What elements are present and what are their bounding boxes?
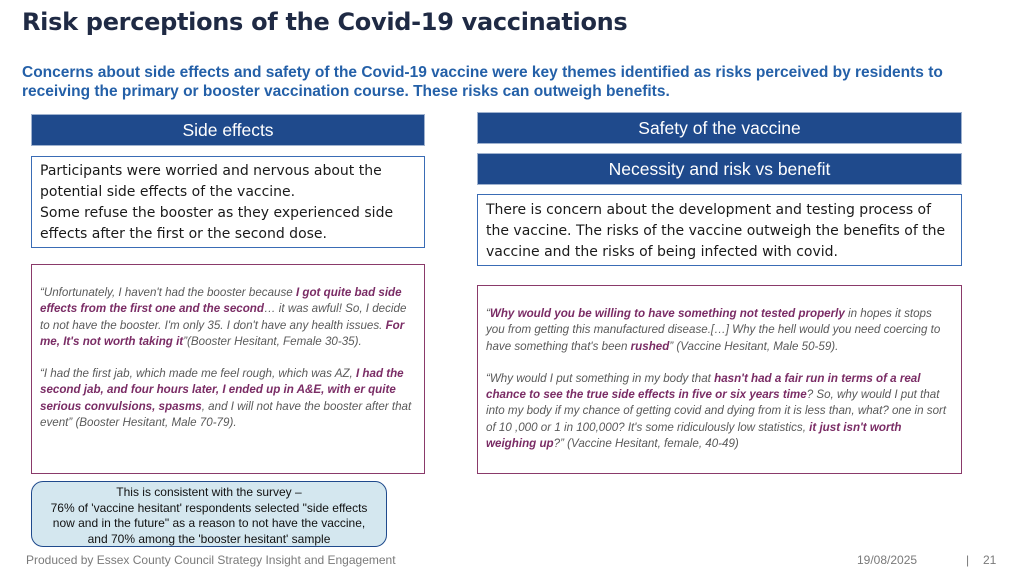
necessity-header: Necessity and risk vs benefit	[477, 153, 962, 185]
side-effects-summary	[31, 156, 425, 248]
quote-text: ”(Booster Hesitant, Female 30-35).	[183, 334, 362, 348]
quote-left-1	[40, 285, 416, 350]
quote-emphasis: I had the second jab, and four hours later, I ended up in A&E, with er quite serious convulsions, spasms	[40, 367, 404, 413]
quote-text: , and I will not have the booster after that event” (Booster Hesitant, Male 70-79).	[40, 399, 412, 430]
callout-line-1: This is consistent with the survey –	[116, 485, 302, 499]
side-effects-quotes	[31, 264, 425, 474]
quote-emphasis: I got quite bad side effects from the first one and the second	[40, 286, 402, 316]
quote-emphasis: For me, It's not worth taking it	[40, 318, 405, 348]
side-effects-header: Side effects	[31, 114, 425, 146]
page-subtitle: Concerns about side effects and safety of the Covid-19 vaccine were key themes identified as risks perceived by residents to receiving the primary or booster vaccination course. These risks can outweigh benefits.	[22, 64, 943, 100]
quote-right-1	[486, 306, 953, 355]
quote-right-2	[486, 371, 953, 452]
footer-separator: |	[966, 553, 970, 567]
quote-text: “I had the first jab, which made me feel rough, which was AZ,	[40, 367, 356, 381]
footer-page-number: 21	[983, 553, 997, 567]
quote-text: in hopes it stops you from getting this manufactured disease.[…] Why the hell would you need coercing to have something that's been	[486, 307, 941, 353]
survey-callout	[31, 481, 387, 547]
necessity-summary: There is concern about the development and testing process of the vaccine. The risks of the vaccine outweigh the benefits of the vaccine and the risks of being infected with covid.	[477, 194, 962, 266]
safety-header: Safety of the vaccine	[477, 112, 962, 144]
quote-emphasis: it just isn't worth weighing up	[486, 420, 902, 451]
quote-text: ?” (Vaccine Hesitant, female, 40-49)	[553, 437, 739, 451]
quote-text: “Unfortunately, I haven't had the booster because	[40, 286, 296, 299]
safety-quotes	[477, 285, 962, 474]
quote-text: “Why would I put something in my body that	[486, 371, 715, 385]
quote-text: ” (Vaccine Hesitant, Male 50-59).	[669, 339, 839, 353]
quote-text: ? So, why would I put that into my body if my chance of getting covid and dying from it is less than, what? one in sort of 10 ,000 or 1 in 100,000? It's some ridiculously low statistics,	[486, 388, 947, 434]
footer-producer: Produced by Essex County Council Strategy Insight and Engagement	[26, 553, 396, 567]
footer-date: 19/08/2025	[857, 553, 918, 567]
quote-emphasis: rushed	[630, 339, 670, 353]
quote-emphasis: hasn't had a fair run in terms of a real chance to see the true side effects in five or six years time	[486, 371, 921, 402]
quote-emphasis: Why would you be willing to have something not tested properly	[489, 307, 845, 320]
quote-left-2	[40, 366, 416, 431]
quote-text: … it was awful! So, I decide to not have the booster. I'm only 35. I don't have any health issues.	[40, 302, 407, 332]
callout-line-2: 76% of 'vaccine hesitant' respondents selected "side effects now and in the future" as a reason to not have the vaccine, and 70% among the 'booster hesitant' sample	[50, 500, 368, 546]
quote-text: “	[486, 307, 490, 320]
side-effects-line-2: Some refuse the booster as they experienced side effects after the first or the second dose.	[40, 205, 394, 242]
page-title: Risk perceptions of the Covid-19 vaccinations	[22, 8, 628, 36]
side-effects-line-1: Participants were worried and nervous about the potential side effects of the vaccine.	[40, 163, 382, 200]
